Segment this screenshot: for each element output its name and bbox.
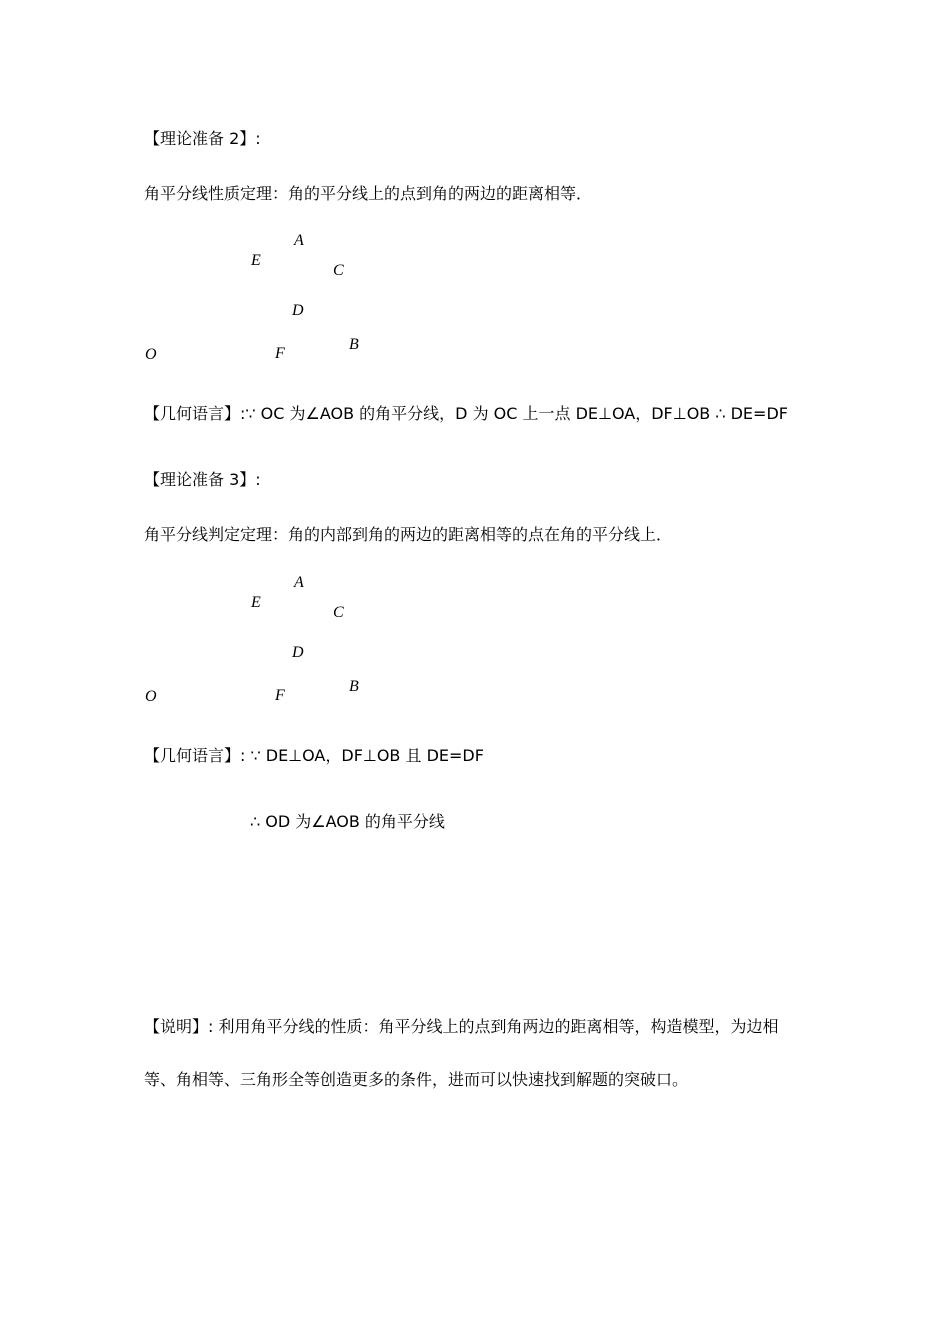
figure-1-label-f: F [275,345,285,362]
section-3-geometry: 【几何语言】: ∵ DE⊥OA，DF⊥OB 且 DE=DF [144,746,484,765]
figure-2-label-a: A [294,574,304,591]
section-3-conclusion: ∴ OD 为∠AOB 的角平分线 [250,812,445,831]
figure-1-label-c: C [333,262,344,279]
figure-1-label-e: E [251,252,261,269]
figure-1-label-o: O [145,346,157,363]
figure-2-label-o: O [145,688,157,705]
figure-2-label-f: F [275,687,285,704]
figure-2-label-e: E [251,594,261,611]
note-line-1: 【说明】: 利用角平分线的性质：角平分线上的点到角两边的距离相等，构造模型，为边相 [144,1017,779,1036]
section-3-statement: 角平分线判定定理：角的内部到角的两边的距离相等的点在角的平分线上． [144,525,673,544]
figure-1-label-a: A [294,232,304,249]
figure-1-label-d: D [292,302,304,319]
section-2-statement: 角平分线性质定理：角的平分线上的点到角的两边的距离相等． [144,184,593,203]
note-line-2: 等、角相等、三角形全等创造更多的条件，进而可以快速找到解题的突破口。 [144,1070,689,1089]
figure-2-label-c: C [333,604,344,621]
section-2-geometry: 【几何语言】:∵ OC 为∠AOB 的角平分线，D 为 OC 上一点 DE⊥OA，DF⊥OB ∴ DE=DF [144,404,788,423]
figure-2-label-d: D [292,644,304,661]
section-2-heading: 【理论准备 2】: [144,129,261,148]
figure-2-label-b: B [349,678,359,695]
section-3-heading: 【理论准备 3】: [144,470,261,489]
figure-1-label-b: B [349,336,359,353]
